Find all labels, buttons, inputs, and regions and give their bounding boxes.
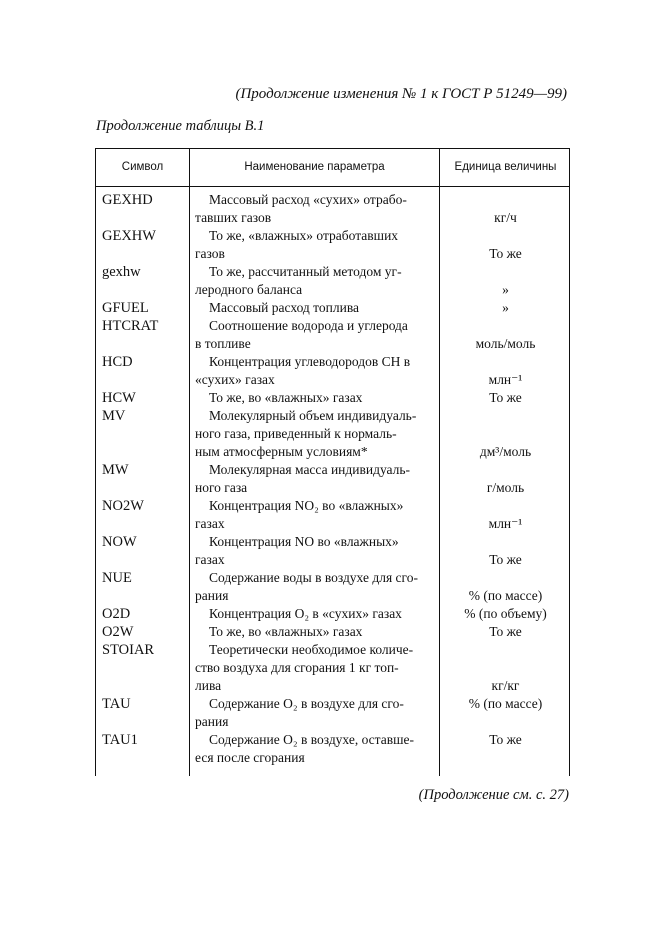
table-row-line xyxy=(96,695,569,713)
table-row-line xyxy=(96,425,569,443)
header-note: (Продолжение изменения № 1 к ГОСТ Р 51249—99) xyxy=(235,86,567,102)
name-cell: Содержание O₂ в воздухе, оставше- xyxy=(209,732,414,747)
table-row xyxy=(96,299,569,317)
name-cell: газах xyxy=(195,552,225,567)
name-cell: Массовый расход «сухих» отрабо- xyxy=(209,192,407,207)
table-row xyxy=(96,695,569,731)
unit-cell: млн⁻¹ xyxy=(488,516,523,531)
table-row-line xyxy=(96,713,569,731)
parameters-table xyxy=(95,148,570,776)
unit-cell: моль/моль xyxy=(475,336,536,351)
name-cell: в топливе xyxy=(195,336,251,351)
unit-cell: То же xyxy=(489,732,522,747)
unit-cell: млн⁻¹ xyxy=(488,372,523,387)
table-row-line xyxy=(96,299,569,317)
table-caption: Продолжение таблицы В.1 xyxy=(96,118,265,134)
symbol-cell: MV xyxy=(102,408,126,424)
symbol-cell: O2D xyxy=(102,606,131,622)
table-row xyxy=(96,497,569,533)
table-row-line xyxy=(96,407,569,425)
table-row xyxy=(96,227,569,263)
symbol-cell: TAU xyxy=(102,696,131,712)
name-cell: ного газа, приведенный к нормаль- xyxy=(195,426,397,441)
name-cell: Концентрация NO₂ во «влажных» xyxy=(209,498,404,513)
table-row xyxy=(96,407,569,461)
table-row-line xyxy=(96,587,569,605)
table-row-line xyxy=(96,497,569,515)
table-row-line xyxy=(96,335,569,353)
table-row-line xyxy=(96,641,569,659)
unit-cell: То же xyxy=(489,246,522,261)
table-row xyxy=(96,641,569,695)
table-row-line xyxy=(96,677,569,695)
name-cell: То же, во «влажных» газах xyxy=(209,390,363,405)
name-cell: Молекулярный объем индивидуаль- xyxy=(209,408,417,423)
symbol-cell: STOIAR xyxy=(102,642,155,658)
table-row-line xyxy=(96,245,569,263)
table-row-line xyxy=(96,227,569,245)
symbol-cell: NOW xyxy=(102,534,137,550)
unit-cell: % (по объему) xyxy=(464,606,547,621)
unit-cell: % (по массе) xyxy=(468,588,543,603)
unit-cell: кг/ч xyxy=(494,210,517,225)
name-cell: «сухих» газах xyxy=(195,372,275,387)
table-row-line xyxy=(96,749,569,767)
name-cell: лива xyxy=(195,678,222,693)
symbol-cell: HCW xyxy=(102,390,136,406)
name-cell: Концентрация O₂ в «сухих» газах xyxy=(209,606,402,621)
table-row-line xyxy=(96,443,569,461)
table-row xyxy=(96,461,569,497)
name-cell: газах xyxy=(195,516,225,531)
table-row-line xyxy=(96,461,569,479)
unit-cell: То же xyxy=(489,552,522,567)
table-row-line xyxy=(96,191,569,209)
name-cell: рания xyxy=(195,588,229,603)
name-cell: тавших газов xyxy=(195,210,272,225)
name-cell: ного газа xyxy=(195,480,248,495)
symbol-cell: O2W xyxy=(102,624,134,640)
name-cell: Теоретически необходимое количе- xyxy=(209,642,414,657)
unit-cell: » xyxy=(502,300,509,315)
table-row-line xyxy=(96,317,569,335)
symbol-cell: TAU1 xyxy=(102,732,138,748)
name-cell: То же, рассчитанный методом уг- xyxy=(209,264,402,279)
table-row-line xyxy=(96,659,569,677)
unit-cell: кг/кг xyxy=(491,678,520,693)
table-row-line xyxy=(96,281,569,299)
name-cell: леродного баланса xyxy=(195,282,303,297)
table-row-line xyxy=(96,353,569,371)
footer-note: (Продолжение см. с. 27) xyxy=(418,787,569,803)
name-cell: рания xyxy=(195,714,229,729)
table-row-line xyxy=(96,263,569,281)
table-row-line xyxy=(96,569,569,587)
column-header-name: Наименование параметра xyxy=(244,161,385,173)
symbol-cell: GFUEL xyxy=(102,300,149,316)
column-header-unit: Единица величины xyxy=(454,161,557,173)
table-row-line xyxy=(96,479,569,497)
name-cell: То же, «влажных» отработавших xyxy=(209,228,399,243)
name-cell: Содержание O₂ в воздухе для сго- xyxy=(209,696,404,711)
table-row-line xyxy=(96,533,569,551)
symbol-cell: GEXHD xyxy=(102,192,153,208)
name-cell: Соотношение водорода и углерода xyxy=(209,318,408,333)
name-cell: еся после сгорания xyxy=(195,750,305,765)
name-cell: Массовый расход топлива xyxy=(209,300,360,315)
table-row xyxy=(96,533,569,569)
column-header-symbol: Символ xyxy=(121,161,164,173)
symbol-cell: GEXHW xyxy=(102,228,156,244)
table-row xyxy=(96,191,569,227)
table-row-line xyxy=(96,731,569,749)
unit-cell: » xyxy=(502,282,509,297)
table-row xyxy=(96,263,569,299)
name-cell: ным атмосферным условиям* xyxy=(195,444,368,459)
symbol-cell: gexhw xyxy=(102,264,141,280)
name-cell: Концентрация углеводородов CH в xyxy=(209,354,411,369)
unit-cell: То же xyxy=(489,624,522,639)
unit-cell: % (по массе) xyxy=(468,696,543,711)
name-cell: Молекулярная масса индивидуаль- xyxy=(209,462,411,477)
table-row xyxy=(96,389,569,407)
table-row-line xyxy=(96,371,569,389)
name-cell: газов xyxy=(195,246,225,261)
table-row xyxy=(96,605,569,623)
table-row xyxy=(96,353,569,389)
name-cell: То же, во «влажных» газах xyxy=(209,624,363,639)
symbol-cell: HCD xyxy=(102,354,133,370)
table-row xyxy=(96,623,569,641)
table-row-line xyxy=(96,605,569,623)
table-row-line xyxy=(96,515,569,533)
table-row xyxy=(96,569,569,605)
table-row-line xyxy=(96,623,569,641)
table-body xyxy=(96,191,569,767)
unit-cell: дм³/моль xyxy=(479,444,532,459)
symbol-cell: HTCRAT xyxy=(102,318,159,334)
header-divider xyxy=(96,186,569,187)
symbol-cell: MW xyxy=(102,462,129,478)
symbol-cell: NO2W xyxy=(102,498,144,514)
table-row xyxy=(96,317,569,353)
unit-cell: г/моль xyxy=(486,480,525,495)
table-row-line xyxy=(96,389,569,407)
name-cell: Содержание воды в воздухе для сго- xyxy=(209,570,418,585)
table-row-line xyxy=(96,551,569,569)
name-cell: Концентрация NO во «влажных» xyxy=(209,534,399,549)
symbol-cell: NUE xyxy=(102,570,132,586)
table-row-line xyxy=(96,209,569,227)
name-cell: ство воздуха для сгорания 1 кг топ- xyxy=(195,660,399,675)
table-row xyxy=(96,731,569,767)
unit-cell: То же xyxy=(489,390,522,405)
